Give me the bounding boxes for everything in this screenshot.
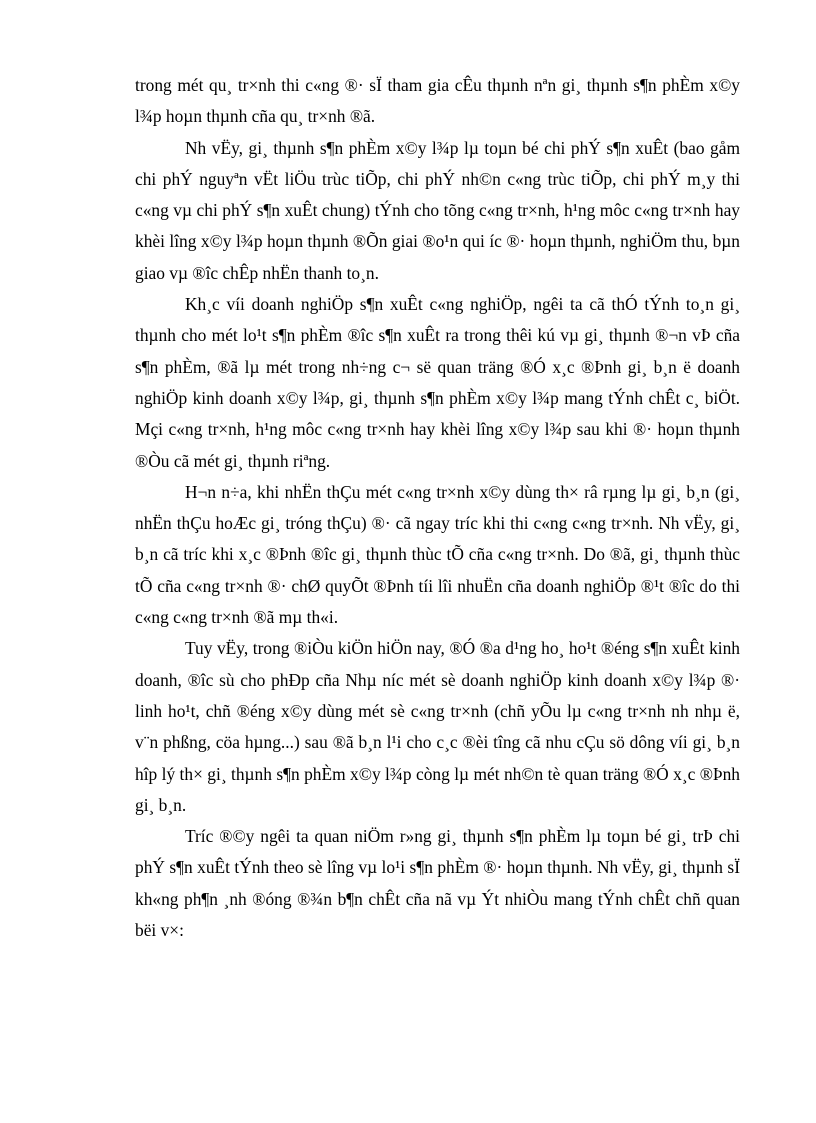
paragraph-3: Kh¸c víi doanh nghiÖp s¶n xuÊt c«ng nghiÖp, ngêi ta cã thÓ tÝnh to¸n gi¸ thµnh cho mét lo¹t s¶n phÈm ®îc s¶n xuÊt ra trong thêi kú vµ gi¸ thµnh ®¬n vÞ cña s¶n phÈm, ®ã lµ mét trong nh÷ng c¬ së quan träng ®Ó x¸c ®Þnh gi¸ b¸n ë doanh nghiÖp kinh doanh x©y l¾p, gi¸ thµnh s¶n phÈm x©y l¾p mang tÝnh chÊt c¸ biÖt. Mçi c«ng tr×nh, h¹ng môc c«ng tr×nh hay khèi lîng x©y l¾p sau khi ®· hoµn thµnh ®Òu cã mét gi¸ thµnh riªng. <box>135 294 740 471</box>
paragraph-5: Tuy vËy, trong ®iÒu kiÖn hiÖn nay, ®Ó ®a d¹ng ho¸ ho¹t ®éng s¶n xuÊt kinh doanh, ®îc sù cho phÐp cña Nhµ níc mét sè doanh nghiÖp kinh doanh x©y l¾p ®· linh ho¹t, chñ ®éng x©y dùng mét sè c«ng tr×nh (chñ yÕu lµ c«ng tr×nh nh nhµ ë, v¨n phßng, cöa hµng...) sau ®ã b¸n l¹i cho c¸c ®èi tîng cã nhu cÇu sö dông víi gi¸ b¸n hîp lý th× gi¸ thµnh s¶n phÈm x©y l¾p còng lµ mét nh©n tè quan träng ®Ó x¸c ®Þnh gi¸ b¸n. <box>135 638 740 815</box>
paragraph-2: Nh vËy, gi¸ thµnh s¶n phÈm x©y l¾p lµ toµn bé chi phÝ s¶n xuÊt (bao gåm chi phÝ nguyªn vËt liÖu trùc tiÕp, chi phÝ nh©n c«ng trùc tiÕp, chi phÝ m¸y thi c«ng vµ chi phÝ s¶n xuÊt chung) tÝnh cho tõng c«ng tr×nh, h¹ng môc c«ng tr×nh hay khèi lîng x©y l¾p hoµn thµnh ®Õn giai ®o¹n qui íc ®· hoµn thµnh, nghiÖm thu, bµn giao vµ ®îc chÊp nhËn thanh to¸n. <box>135 137 740 283</box>
paragraph-4: H¬n n÷a, khi nhËn thÇu mét c«ng tr×nh x©y dùng th× râ rµng lµ gi¸ b¸n (gi¸ nhËn thÇu hoÆc gi¸ tróng thÇu) ®· cã ngay tríc khi thi c«ng c«ng tr×nh. Nh vËy, gi¸ b¸n cã tríc khi x¸c ®Þnh ®îc gi¸ thµnh thùc tÕ cña c«ng tr×nh. Do ®ã, gi¸ thµnh thùc tÕ cña c«ng tr×nh ®· chØ quyÕt ®Þnh tíi lîi nhuËn cña doanh nghiÖp ®¹t ®îc do thi c«ng c«ng tr×nh ®ã mµ th«i. <box>135 481 740 628</box>
body-text <box>135 70 740 946</box>
paragraph-1: trong mét qu¸ tr×nh thi c«ng ®· sÏ tham gia cÊu thµnh nªn gi¸ thµnh s¶n phÈm x©y l¾p hoµn thµnh cña qu¸ tr×nh ®ã. <box>135 75 740 127</box>
paragraph-6: Tríc ®©y ngêi ta quan niÖm r»ng gi¸ thµnh s¶n phÈm lµ toµn bé gi¸ trÞ chi phÝ s¶n xuÊt tÝnh theo sè lîng vµ lo¹i s¶n phÈm ®· hoµn thµnh. Nh vËy, gi¸ thµnh sÏ kh«ng ph¶n ¸nh ®óng ®¾n b¶n chÊt cña nã vµ Ýt nhiÒu mang tÝnh chÊt chñ quan bëi v×: <box>135 826 740 941</box>
